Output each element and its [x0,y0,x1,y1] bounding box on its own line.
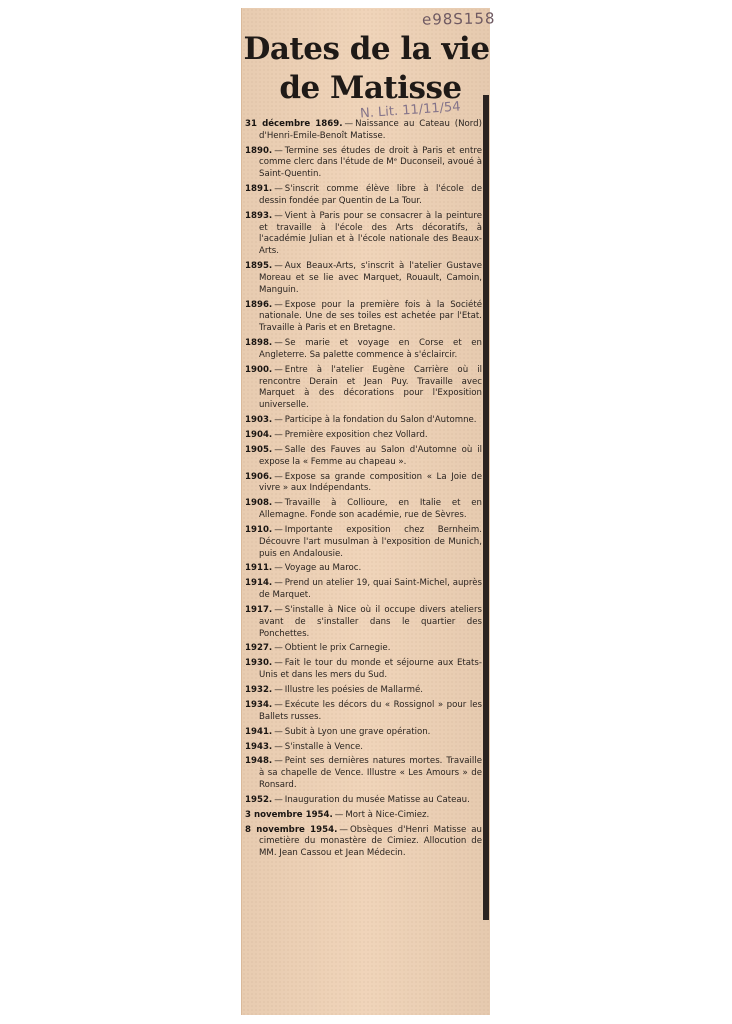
entry-text: Entre à l'atelier Eugène Carrière où il rencontre Derain et Jean Puy. Travaille avec Marquet à des décorations pour l'Exposition universelle. [259,364,482,411]
entry-text: Aux Beaux-Arts, s'inscrit à l'atelier Gustave Moreau et se lie avec Marquet, Rouault, Camoin, Manguin. [259,261,482,295]
chronology-entry [245,415,482,427]
chronology-entry [245,525,482,560]
entry-text: Travaille à Collioure, en Italie et en Allemagne. Fonde son académie, rue de Sèvres. [259,498,482,521]
entry-dash: — [274,604,283,615]
entry-date: 1895. [245,261,273,272]
entry-dash: — [274,643,283,654]
entry-text: Subit à Lyon une grave opération. [284,726,431,737]
chronology-entry [245,605,482,640]
entry-dash: — [274,184,283,195]
entry-dash: — [274,794,283,805]
entry-text: Importante exposition chez Bernheim. Découvre l'art musulman à l'exposition de Munich, puis en Andalousie. [259,524,482,559]
article-title-line-2: de Matisse [279,70,462,106]
entry-dash: — [274,685,283,696]
entry-date: 1893. [245,210,273,221]
entry-date: 1910. [245,524,273,535]
entry-date: 1941. [245,726,273,737]
entry-text: S'inscrit comme élève libre à l'école de dessin fondée par Quentin de La Tour. [259,184,482,206]
entry-date: 1943. [245,741,273,752]
chronology-entry [245,742,482,754]
chronology-entry [245,810,482,822]
entry-date: 31 décembre 1869. [245,119,343,129]
chronology-entry [245,498,482,522]
entry-dash: — [274,444,283,455]
entry-text: Illustre les poésies de Mallarmé. [284,685,423,696]
entry-date: 1900. [245,364,273,375]
chronology-entry [245,563,482,575]
entry-date: 1908. [245,498,273,509]
chronology-entry [245,430,482,442]
entry-date: 1896. [245,299,273,310]
entry-dash: — [274,563,283,574]
chronology-entry [245,300,482,335]
chronology-entry [245,445,482,469]
entry-text: Expose sa grande composition « La Joie de vivre » aux Indépendants. [259,471,482,494]
entry-date: 1932. [245,685,273,696]
entry-text: S'installe à Vence. [284,741,364,752]
entry-date: 1903. [245,415,273,426]
clipping-edge-shadow [483,95,489,920]
entry-dash: — [274,338,283,349]
entry-date: 3 novembre 1954. [245,809,333,820]
entry-date: 1948. [245,756,273,767]
newspaper-clipping [241,8,496,1015]
chronology-list [245,119,482,863]
entry-text: S'installe à Nice où il occupe divers ateliers avant de s'installer dans le quartier des Ponchettes. [259,604,482,639]
entry-text: Première exposition chez Vollard. [284,429,428,440]
entry-dash: — [274,578,283,589]
chronology-entry [245,119,482,143]
entry-dash: — [274,415,283,426]
handwritten-source-note: N. Lit. 11/11/54 [359,99,461,122]
chronology-entry [245,825,482,860]
chronology-entry [245,472,482,496]
entry-text: Termine ses études de droit à Paris et entre comme clerc dans l'étude de Mᵉ Duconseil, avoué à Saint-Quentin. [259,145,482,180]
archive-reference: e98S158 [421,9,496,29]
chronology-entry [245,338,482,362]
entry-dash: — [274,471,283,482]
chronology-entry [245,365,482,412]
chronology-entry [245,261,482,296]
chronology-entry [245,795,482,807]
entry-dash: — [274,429,283,440]
entry-text: Mort à Nice-Cimiez. [345,809,430,820]
chronology-entry [245,700,482,724]
entry-date: 1905. [245,444,273,455]
entry-date: 1952. [245,794,273,805]
entry-text: Obsèques d'Henri Matisse au cimetière du monastère de Cimiez. Allocution de MM. Jean Cassou et Jean Médecin. [259,824,482,859]
entry-text: Vient à Paris pour se consacrer à la peinture et travaille à l'école des Arts décoratifs, à l'académie Julian et à l'école nationale des Beaux-Arts. [259,210,482,257]
entry-date: 8 novembre 1954. [245,824,338,835]
chronology-entry [245,643,482,655]
entry-date: 1917. [245,604,273,615]
entry-text: Salle des Fauves au Salon d'Automne où il expose la « Femme au chapeau ». [259,444,482,467]
entry-text: Peint ses dernières natures mortes. Travaille à sa chapelle de Vence. Illustre « Les Amours » de Ronsard. [259,756,482,790]
entry-dash: — [334,809,344,820]
entry-date: 1930. [245,658,273,669]
entry-date: 1914. [245,578,273,589]
entry-dash: — [274,756,283,767]
chronology-entry [245,727,482,739]
entry-date: 1911. [245,563,273,574]
entry-dash: — [274,364,283,375]
entry-text: Fait le tour du monde et séjourne aux Etats-Unis et dans les mers du Sud. [259,658,482,681]
entry-text: Participe à la fondation du Salon d'Automne. [284,415,477,426]
entry-dash: — [274,210,283,221]
entry-text: Obtient le prix Carnegie. [284,643,391,654]
entry-text: Prend un atelier 19, quai Saint-Michel, auprès de Marquet. [259,578,482,601]
entry-date: 1890. [245,145,273,156]
entry-date: 1904. [245,429,273,440]
entry-dash: — [274,658,283,669]
entry-text: Exécute les décors du « Rossignol » pour les Ballets russes. [259,699,482,722]
chronology-entry [245,146,482,181]
entry-dash: — [344,119,354,129]
chronology-entry [245,211,482,258]
entry-text: Inauguration du musée Matisse au Cateau. [284,794,470,805]
chronology-entry [245,578,482,602]
entry-text: Se marie et voyage en Corse et en Angleterre. Sa palette commence à s'éclaircir. [259,338,482,360]
entry-dash: — [274,699,283,710]
article-title-line-1: Dates de la vie [243,31,490,67]
entry-date: 1898. [245,338,273,349]
chronology-entry [245,658,482,682]
entry-dash: — [274,299,283,310]
entry-dash: — [274,145,283,156]
entry-date: 1891. [245,184,273,195]
entry-text: Naissance au Cateau (Nord) d'Henri-Emile-Benoît Matisse. [259,119,482,141]
entry-text: Expose pour la première fois à la Société nationale. Une de ses toiles est achetée par l'Etat. Travaille à Paris et en Bretagne. [259,299,482,334]
entry-dash: — [274,524,283,535]
entry-dash: — [339,824,348,835]
entry-dash: — [274,261,283,272]
entry-dash: — [274,741,283,752]
entry-dash: — [274,498,283,509]
entry-dash: — [274,726,283,737]
entry-date: 1934. [245,699,273,710]
entry-date: 1906. [245,471,273,482]
entry-text: Voyage au Maroc. [284,563,362,574]
entry-date: 1927. [245,643,273,654]
chronology-entry [245,685,482,697]
chronology-entry [245,184,482,208]
chronology-entry [245,756,482,791]
